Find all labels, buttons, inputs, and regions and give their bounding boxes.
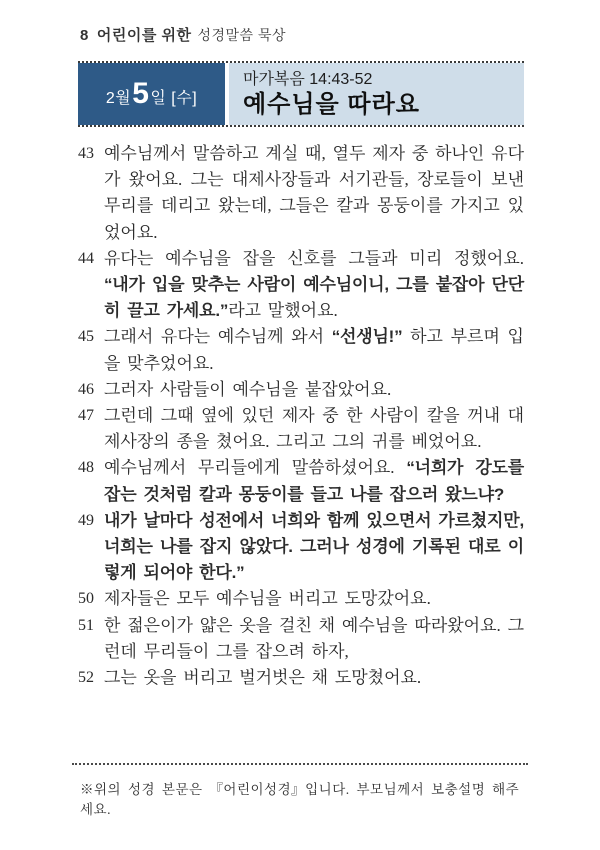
date-line [106,77,197,111]
page-number: 8 [80,27,89,44]
verse-list [78,141,524,691]
verse-row [78,613,524,665]
date-weekday: [수] [171,90,198,107]
verse-row [78,324,524,376]
date-box [78,63,225,125]
verse-row [78,377,524,403]
running-title-strong: 어린이를 위한 [96,27,192,44]
verse-text [104,327,524,372]
verse-quote-bold: “너희가 강도를 잡는 것처럼 칼과 몽둥이를 들고 나를 잡으러 왔느냐? [104,458,524,504]
verse-segment: 그는 옷을 버리고 벌거벗은 채 도망쳤어요. [104,668,422,688]
verse-number: 43 [78,145,94,162]
running-header [80,24,286,45]
verse-segment: 라고 말했어요. [228,301,338,321]
verse-row [78,403,524,455]
verse-text [104,380,391,399]
date-day: 5 [132,77,150,110]
title-box [229,63,524,125]
verse-number: 46 [78,380,94,398]
verse-number: 49 [78,511,94,529]
verse-text [104,406,524,451]
verse-quote-bold: “내가 입을 맞추는 사람이 예수님이니, 그를 붙잡아 단단히 끌고 가세요.” [104,275,524,321]
running-title-light: 성경말씀 묵상 [197,27,286,43]
verse-segment: 그런데 그때 옆에 있던 제자 중 한 사람이 칼을 꺼내 대제사장의 종을 쳤어요. 그리고 그의 귀를 베었어요. [104,406,524,452]
verse-text [104,616,524,661]
verse-number: 50 [78,590,94,608]
verse-number: 51 [78,616,94,634]
verse-segment: 예수님께서 무리들에게 말씀하셨어요. [104,458,407,478]
verse-segment: 그래서 유다는 예수님께 와서 [104,327,332,347]
verse-text [104,668,421,687]
verse-number: 52 [78,669,94,687]
verse-segment: 예수님께서 말씀하고 계실 때, 열두 제자 중 하나인 유다가 왔어요. 그는 대제사장들과 서기관들, 장로들이 보낸 무리를 데리고 왔는데, 그들은 칼과 몽둥이를 가지고 있었어요. [104,144,524,242]
verse-quote-bold: “선생님!” [331,327,403,347]
verse-number: 48 [78,459,94,477]
verse-segment: 한 젊은이가 얇은 옷을 걸친 채 예수님을 따라왔어요. 그런데 무리들이 그를 잡으려 하자, [104,615,524,661]
verse-quote-bold: 내가 날마다 성전에서 너희와 함께 있으면서 가르쳤지만, 너희는 나를 잡지 않았다. 그러나 성경에 기록된 대로 이렇게 되어야 한다.” [104,510,524,583]
verse-number: 44 [78,249,94,267]
footer-note: ※위의 성경 본문은 『어린이성경』입니다. 부모님께서 보충설명 해주세요. [80,782,520,817]
verse-row [78,508,524,587]
lesson-header [78,61,524,127]
lesson-title: 예수님을 따라요 [243,91,420,118]
verse-row [78,455,524,507]
verse-segment: 하고 부르며 입을 맞추었어요. [104,327,524,373]
verse-text [104,249,524,320]
verse-number: 47 [78,407,94,425]
verse-text [104,511,524,582]
verse-row [78,246,524,325]
verse-row [78,586,524,612]
verse-segment: 제자들은 모두 예수님을 버리고 도망갔어요. [104,589,431,609]
verse-text [104,589,431,608]
verse-row [78,665,524,691]
date-day-suffix: 일 [150,90,167,107]
verse-segment: 유다는 예수님을 잡을 신호를 그들과 미리 정했어요. [104,248,524,268]
verse-row [78,141,524,246]
scripture-reference: 마가복음 14:43-52 [243,71,373,88]
date-month: 2월 [105,90,132,107]
verse-text [104,458,524,503]
footer-divider [72,763,528,765]
verse-segment: 그러자 사람들이 예수님을 붙잡았어요. [104,379,392,399]
verse-text [104,144,524,242]
verse-number: 45 [78,328,94,346]
